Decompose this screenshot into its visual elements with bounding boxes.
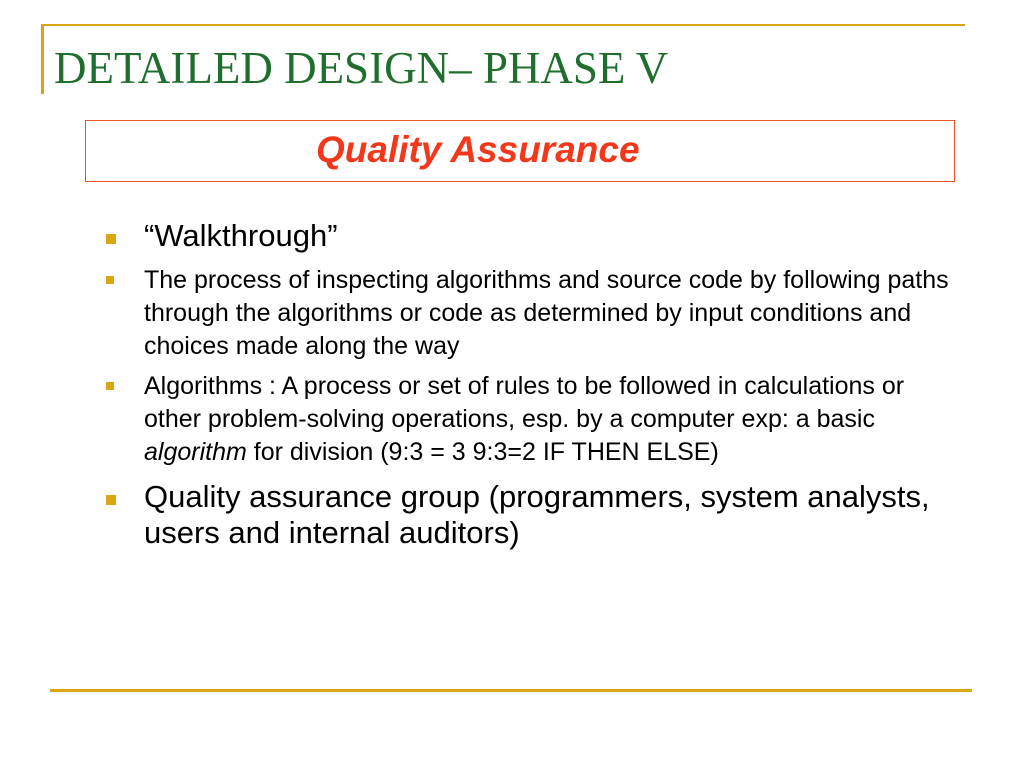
square-bullet-icon — [106, 382, 114, 390]
bullet-item — [100, 218, 950, 254]
square-bullet-icon — [106, 495, 116, 505]
square-bullet-icon — [106, 234, 116, 244]
slide-subtitle: Quality Assurance — [316, 129, 640, 170]
bullet-text: “Walkthrough” — [144, 218, 338, 253]
bullet-item — [100, 479, 950, 551]
slide-title: DETAILED DESIGN– PHASE V — [54, 43, 669, 93]
bullet-list — [100, 218, 950, 551]
bullet-text: Quality assurance group (programmers, system analysts, users and internal auditors) — [144, 479, 930, 550]
bullet-text-after: for division (9:3 = 3 9:3=2 IF THEN ELSE) — [246, 438, 719, 466]
bullet-text: The process of inspecting algorithms and source code by following paths through the algorithms or code as determined by input conditions and choices made along the way — [144, 266, 949, 360]
bullet-item — [100, 370, 950, 469]
bottom-accent-line — [50, 689, 972, 692]
bullet-item — [100, 264, 950, 363]
bullet-text-emphasis: algorithm — [144, 438, 247, 466]
top-accent-line — [41, 24, 965, 26]
bullet-text-before: Algorithms : A process or set of rules to be followed in calculations or other problem-solving operations, esp. by a computer exp: a basic — [144, 372, 905, 433]
square-bullet-icon — [106, 276, 114, 284]
subtitle-box — [85, 120, 955, 182]
left-accent-line — [41, 24, 44, 94]
